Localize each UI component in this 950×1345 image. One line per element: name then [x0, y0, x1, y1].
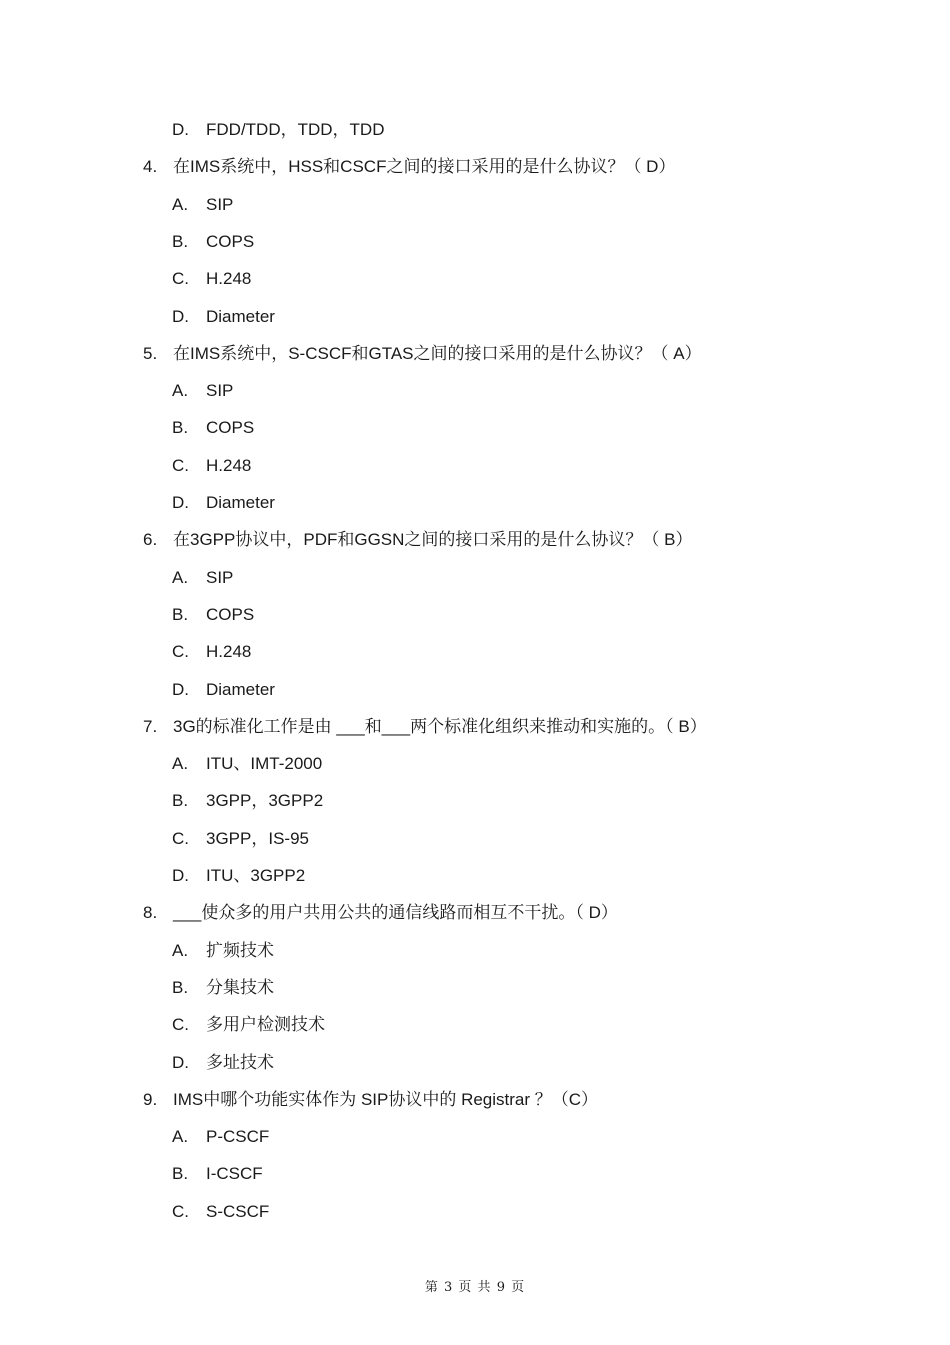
option-text: ITU、3GPP2 — [206, 866, 306, 885]
option-line — [172, 380, 233, 402]
option-letter: D. — [172, 493, 189, 512]
option-letter: A. — [172, 381, 189, 401]
question-text: 在IMS系统中，HSS和CSCF之间的接口采用的是什么协议？（ D） — [173, 157, 676, 177]
option-line — [172, 1201, 269, 1223]
option-text: ITU、IMT-2000 — [206, 754, 323, 774]
option-text: SIP — [206, 194, 234, 214]
question-line — [143, 529, 692, 551]
option-line — [172, 306, 275, 328]
option-letter: B. — [172, 1164, 189, 1184]
option-letter: A. — [172, 567, 189, 587]
option-letter: C. — [172, 642, 189, 662]
option-text: P-CSCF — [206, 1127, 270, 1147]
option-line — [172, 119, 384, 141]
option-text: SIP — [206, 381, 234, 401]
option-text: COPS — [206, 604, 255, 624]
option-text: Diameter — [206, 493, 275, 512]
option-line — [172, 417, 254, 439]
option-line — [172, 194, 233, 216]
question-line — [143, 343, 702, 365]
option-letter: D. — [172, 866, 189, 885]
option-text: Diameter — [206, 306, 275, 326]
option-letter: B. — [172, 418, 189, 438]
option-text: 3GPP，3GPP2 — [206, 791, 324, 811]
question-number: 6. — [143, 530, 158, 550]
option-text: SIP — [206, 567, 234, 587]
option-line — [172, 1014, 325, 1036]
option-letter: B. — [172, 604, 189, 624]
question-line — [143, 716, 707, 738]
question-line — [143, 1089, 598, 1111]
option-letter: C. — [172, 269, 189, 289]
option-line — [172, 679, 275, 701]
option-line — [172, 977, 274, 999]
option-text: I-CSCF — [206, 1164, 263, 1184]
option-text: 分集技术 — [206, 977, 274, 997]
option-text: H.248 — [206, 269, 252, 289]
option-line — [172, 865, 305, 887]
option-letter: D. — [172, 306, 189, 326]
option-letter: B. — [172, 231, 189, 251]
option-text: 多用户检测技术 — [206, 1015, 325, 1035]
option-text: S-CSCF — [206, 1201, 270, 1221]
option-letter: A. — [172, 1127, 189, 1147]
option-letter: D. — [172, 679, 189, 699]
question-number: 7. — [143, 716, 158, 736]
question-text: 在IMS系统中，S-CSCF和GTAS之间的接口采用的是什么协议？（ A） — [173, 343, 702, 363]
option-letter: C. — [172, 1201, 189, 1221]
option-line — [172, 455, 251, 477]
option-line — [172, 1163, 263, 1185]
option-text: H.248 — [206, 642, 252, 662]
option-letter: A. — [172, 754, 189, 774]
question-text: ___使众多的用户共用公共的通信线路而相互不干扰。（ D） — [173, 903, 618, 923]
page-footer: 第 3 页 共 9 页 — [424, 1280, 526, 1295]
question-number: 8. — [143, 903, 158, 923]
option-line — [172, 231, 254, 253]
option-letter: A. — [172, 940, 189, 960]
option-letter: B. — [172, 791, 189, 811]
option-text: H.248 — [206, 455, 252, 475]
option-text: Diameter — [206, 679, 275, 699]
option-text: 多址技术 — [206, 1052, 274, 1072]
question-number: 4. — [143, 157, 158, 177]
question-line — [143, 902, 618, 924]
question-text: IMS中哪个功能实体作为 SIP协议中的 Registrar ？（C） — [173, 1089, 599, 1109]
question-text: 3G的标准化工作是由 ___和___两个标准化组织来推动和实施的。（ B） — [173, 716, 707, 736]
option-letter: B. — [172, 977, 189, 997]
option-letter: D. — [172, 1052, 189, 1072]
option-text: COPS — [206, 418, 255, 438]
option-line — [172, 790, 323, 812]
option-text: 3GPP，IS-95 — [206, 828, 309, 848]
option-line — [172, 604, 254, 626]
option-line — [172, 641, 251, 663]
question-line — [143, 156, 675, 178]
option-letter: C. — [172, 455, 189, 475]
question-text: 在3GPP协议中，PDF和GGSN之间的接口采用的是什么协议？（ B） — [173, 530, 693, 550]
question-number: 9. — [143, 1089, 158, 1109]
option-line — [172, 492, 275, 514]
option-letter: A. — [172, 194, 189, 214]
option-line — [172, 1126, 269, 1148]
option-line — [172, 753, 322, 775]
option-line — [172, 567, 233, 589]
option-line — [172, 828, 309, 850]
question-number: 5. — [143, 343, 158, 363]
option-letter: D. — [172, 120, 189, 139]
option-text: 扩频技术 — [206, 940, 274, 960]
option-text: FDD/TDD，TDD，TDD — [206, 120, 385, 139]
option-text: COPS — [206, 231, 255, 251]
option-line — [172, 1052, 274, 1074]
option-line — [172, 940, 274, 962]
option-letter: C. — [172, 1015, 189, 1035]
option-letter: C. — [172, 828, 189, 848]
option-line — [172, 268, 251, 290]
